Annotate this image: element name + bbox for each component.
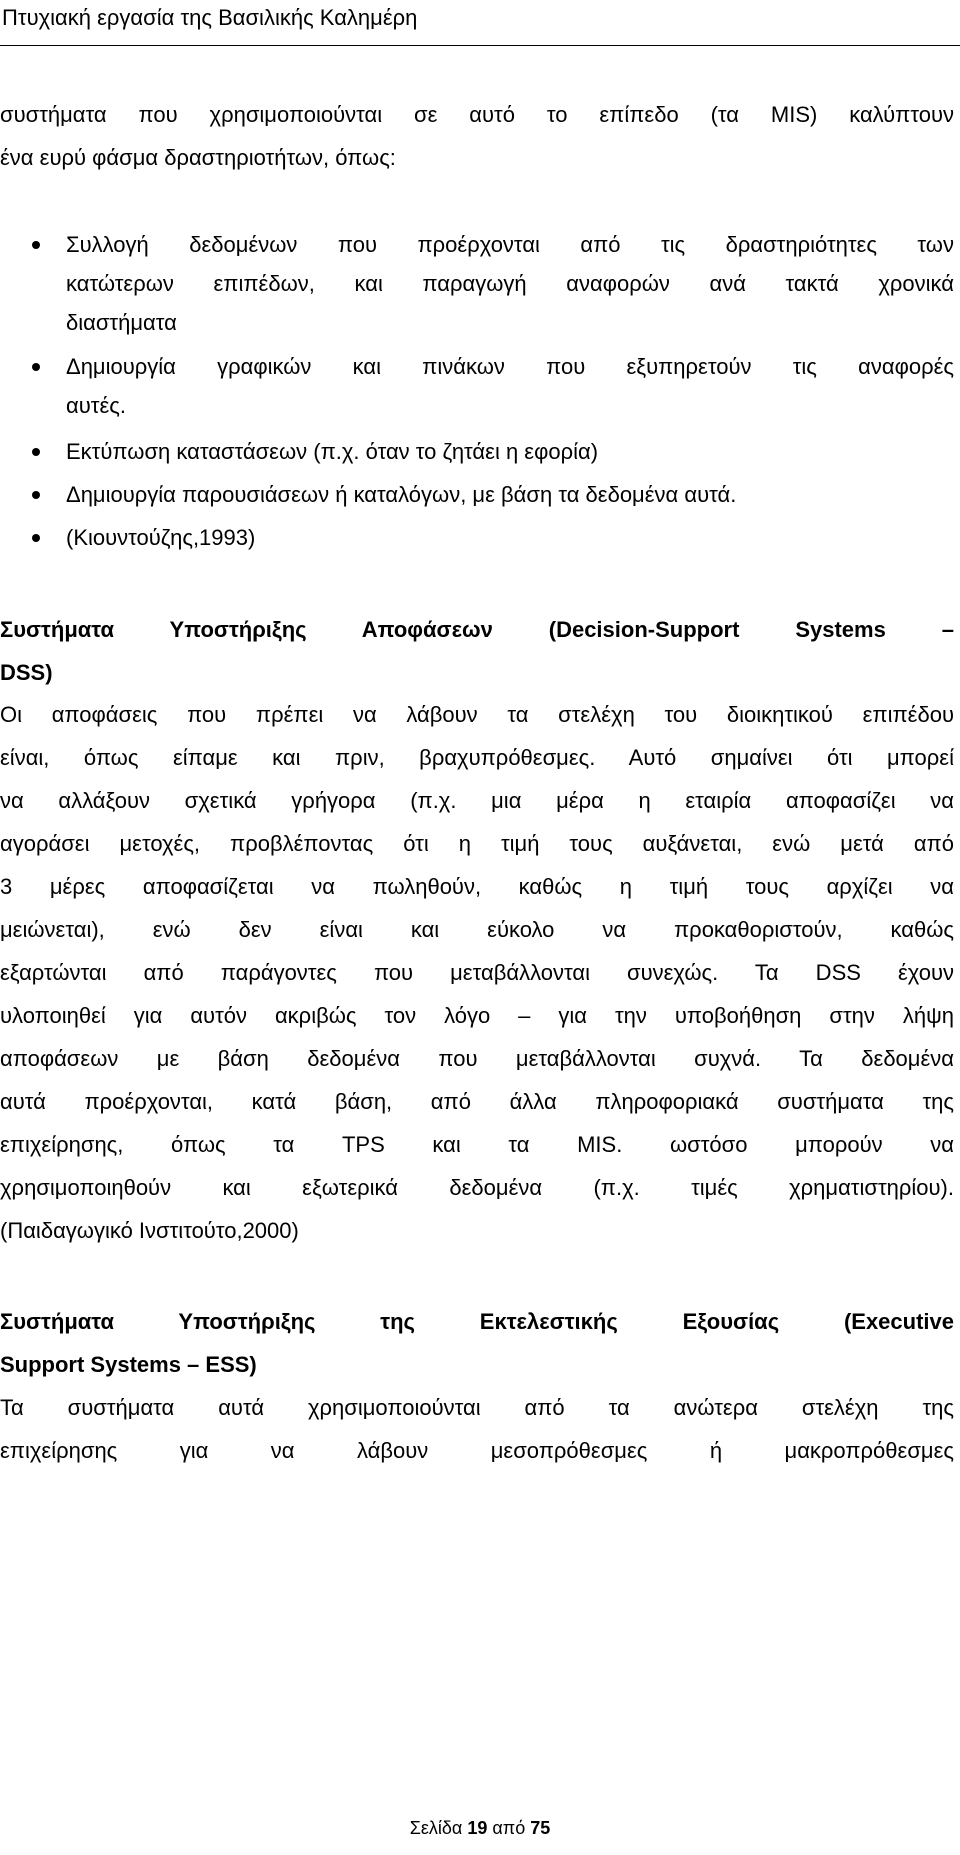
intro-line-1: συστήματα που χρησιμοποιούνται σε αυτό το επίπεδο (τα MIS) καλύπτουν <box>0 102 954 127</box>
bullet-dot <box>32 363 40 371</box>
dss-paragraph-line-9: αποφάσεων με βάση δεδομένα που μεταβάλλονται συχνά. Τα δεδομένα <box>0 1046 954 1071</box>
footer-page-number: 19 <box>467 1818 488 1838</box>
dss-paragraph-line-5: 3 μέρες αποφασίζεται να πωληθούν, καθώς η τιμή τους αρχίζει να <box>0 874 954 899</box>
footer-prefix: Σελίδα <box>409 1818 463 1838</box>
dss-paragraph-line-12: χρησιμοποιηθούν και εξωτερικά δεδομένα (π.χ. τιμές χρηματιστηρίου). <box>0 1175 954 1200</box>
dss-paragraph-line-3: να αλλάξουν σχετικά γρήγορα (π.χ. μια μέρα η εταιρία αποφασίζει να <box>0 788 954 813</box>
dss-paragraph-line-11: επιχείρησης, όπως τα TPS και τα MIS. ωστόσο μπορούν να <box>0 1132 954 1157</box>
dss-paragraph-line-6: μειώνεται), ενώ δεν είναι και εύκολο να προκαθοριστούν, καθώς <box>0 917 954 942</box>
bullet-4-text: Δημιουργία παρουσιάσεων ή καταλόγων, με βάση τα δεδομένα αυτά. <box>66 482 737 507</box>
dss-paragraph-line-13: (Παιδαγωγικό Ινστιτούτο,2000) <box>0 1218 299 1243</box>
page-footer <box>0 1816 960 1840</box>
dss-paragraph-line-10: αυτά προέρχονται, κατά βάση, από άλλα πληροφοριακά συστήματα της <box>0 1089 954 1114</box>
ess-heading-line-1: Συστήματα Υποστήριξης της Εκτελεστικής Εξουσίας (Executive <box>0 1309 954 1334</box>
bullet-dot <box>32 534 40 542</box>
bullet-3-text: Εκτύπωση καταστάσεων (π.χ. όταν το ζητάει η εφορία) <box>66 439 599 464</box>
bullet-dot <box>32 241 40 249</box>
bullet-1-line-1: Συλλογή δεδομένων που προέρχονται από τις δραστηριότητες των <box>66 232 954 257</box>
footer-total-pages: 75 <box>530 1818 551 1838</box>
bullet-dot <box>32 491 40 499</box>
bullet-dot <box>32 448 40 456</box>
dss-paragraph-line-1: Οι αποφάσεις που πρέπει να λάβουν τα στελέχη του διοικητικού επιπέδου <box>0 702 954 727</box>
bullet-1-line-2: κατώτερων επιπέδων, και παραγωγή αναφορών ανά τακτά χρονικά <box>66 271 954 296</box>
ess-paragraph-line-2: επιχείρησης για να λάβουν μεσοπρόθεσμες ή μακροπρόθεσμες <box>0 1438 954 1463</box>
dss-paragraph-line-2: είναι, όπως είπαμε και πριν, βραχυπρόθεσμες. Αυτό σημαίνει ότι μπορεί <box>0 745 954 770</box>
ess-heading-line-2: Support Systems – ESS) <box>0 1352 257 1377</box>
footer-middle: από <box>492 1818 526 1838</box>
bullet-2-line-2: αυτές. <box>66 393 126 418</box>
dss-paragraph-line-7: εξαρτώνται από παράγοντες που μεταβάλλονται συνεχώς. Τα DSS έχουν <box>0 960 954 985</box>
intro-line-2: ένα ευρύ φάσμα δραστηριοτήτων, όπως: <box>0 145 396 170</box>
bullet-5-text: (Κιουντούζης,1993) <box>66 525 256 550</box>
header-title: Πτυχιακή εργασία της Βασιλικής Καλημέρη <box>2 5 418 30</box>
dss-heading-line-1: Συστήματα Υποστήριξης Αποφάσεων (Decision-Support Systems – <box>0 617 954 642</box>
dss-paragraph-line-8: υλοποιηθεί για αυτόν ακριβώς τον λόγο – για την υποβοήθηση στην λήψη <box>0 1003 954 1028</box>
bullet-2-line-1: Δημιουργία γραφικών και πινάκων που εξυπηρετούν τις αναφορές <box>66 354 954 379</box>
page-header <box>0 0 960 46</box>
dss-paragraph-line-4: αγοράσει μετοχές, προβλέποντας ότι η τιμή τους αυξάνεται, ενώ μετά από <box>0 831 954 856</box>
bullet-1-line-3: διαστήματα <box>66 310 177 335</box>
dss-heading-line-2: DSS) <box>0 660 53 685</box>
ess-paragraph-line-1: Τα συστήματα αυτά χρησιμοποιούνται από τα ανώτερα στελέχη της <box>0 1395 954 1420</box>
